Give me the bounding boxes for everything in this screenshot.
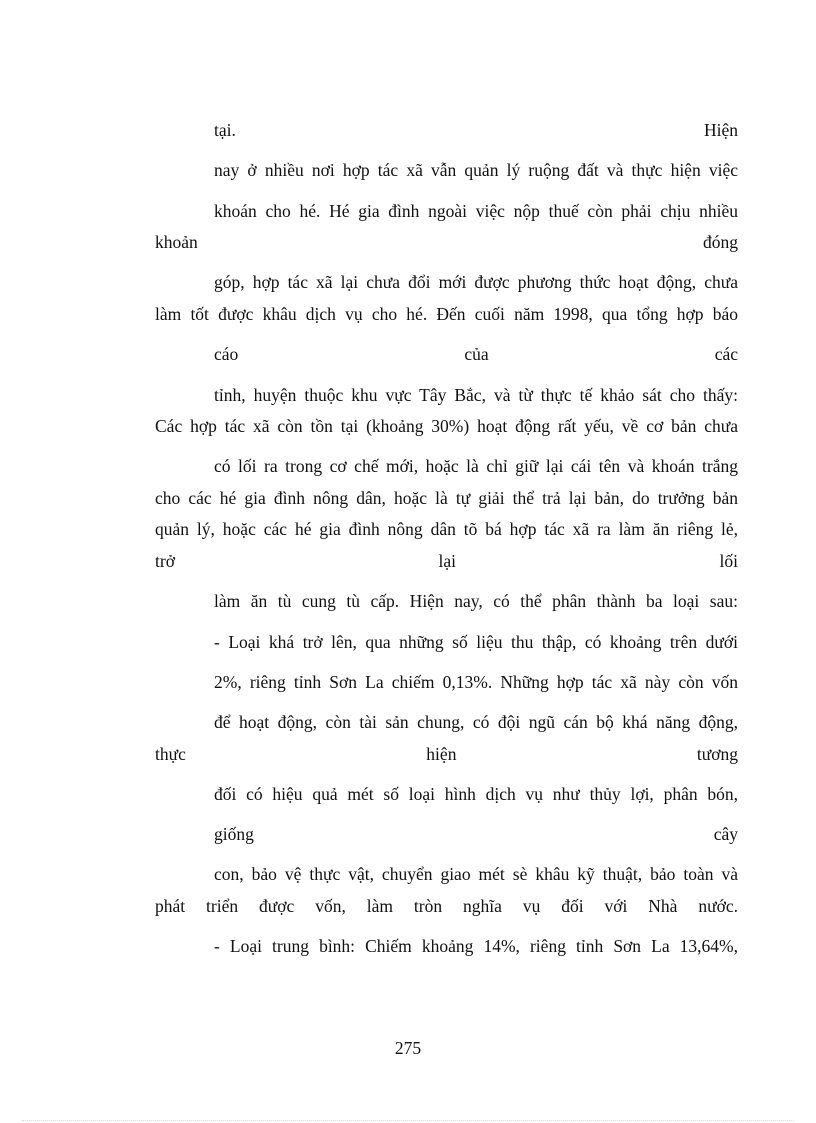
text-line: thực hiện tương xyxy=(155,744,738,764)
text-line: cho các hé gia đình nông dân, hoặc là tự giải thể trả lại bản, do trưởng bản xyxy=(155,488,738,508)
text-line: - Loại trung bình: Chiếm khoảng 14%, riêng tỉnh Sơn La 13,64%, xyxy=(214,936,738,956)
text-line: làm tốt được khâu dịch vụ cho hé. Đến cuối năm 1998, qua tổng hợp báo xyxy=(155,304,738,324)
text-line: trở lại lối xyxy=(155,551,738,571)
text-line: nay ở nhiều nơi hợp tác xã vẫn quản lý ruộng đất và thực hiện việc xyxy=(214,160,738,180)
page-number: 275 xyxy=(394,1038,422,1058)
text-line: cáo của các xyxy=(214,344,738,364)
footer-divider xyxy=(22,1120,794,1121)
text-line: khoán cho hé. Hé gia đình ngoài việc nộp thuế còn phải chịu nhiều xyxy=(214,201,738,221)
text-line: - Loại khá trở lên, qua những số liệu thu thập, có khoảng trên dưới xyxy=(214,632,738,652)
text-line: tại. Hiện xyxy=(214,120,738,140)
text-line: làm ăn tù cung tù cấp. Hiện nay, có thể phân thành ba loại sau: xyxy=(214,591,738,611)
text-line: giống cây xyxy=(214,824,738,844)
text-line: để hoạt động, còn tài sản chung, có đội ngũ cán bộ khá năng động, xyxy=(214,712,738,732)
text-line: Các hợp tác xã còn tồn tại (khoảng 30%) hoạt động rất yếu, về cơ bản chưa xyxy=(155,416,738,436)
text-line: tỉnh, huyện thuộc khu vực Tây Bắc, và từ thực tế khảo sát cho thấy: xyxy=(214,385,738,405)
text-line: quản lý, hoặc các hé gia đình nông dân tõ bá hợp tác xã ra làm ăn riêng lẻ, xyxy=(155,519,738,539)
text-line: khoản đóng xyxy=(155,232,738,252)
text-line: 2%, riêng tỉnh Sơn La chiếm 0,13%. Những hợp tác xã này còn vốn xyxy=(214,672,738,692)
text-line: phát triển được vốn, làm tròn nghĩa vụ đối với Nhà nước. xyxy=(155,896,738,916)
text-line: có lối ra trong cơ chế mới, hoặc là chỉ giữ lại cái tên và khoán trắng xyxy=(214,456,738,476)
text-line: đối có hiệu quả mét số loại hình dịch vụ như thủy lợi, phân bón, xyxy=(214,784,738,804)
text-line: góp, hợp tác xã lại chưa đổi mới được phương thức hoạt động, chưa xyxy=(214,272,738,292)
text-line: con, bảo vệ thực vật, chuyển giao mét sè khâu kỹ thuật, bảo toàn và xyxy=(214,864,738,884)
